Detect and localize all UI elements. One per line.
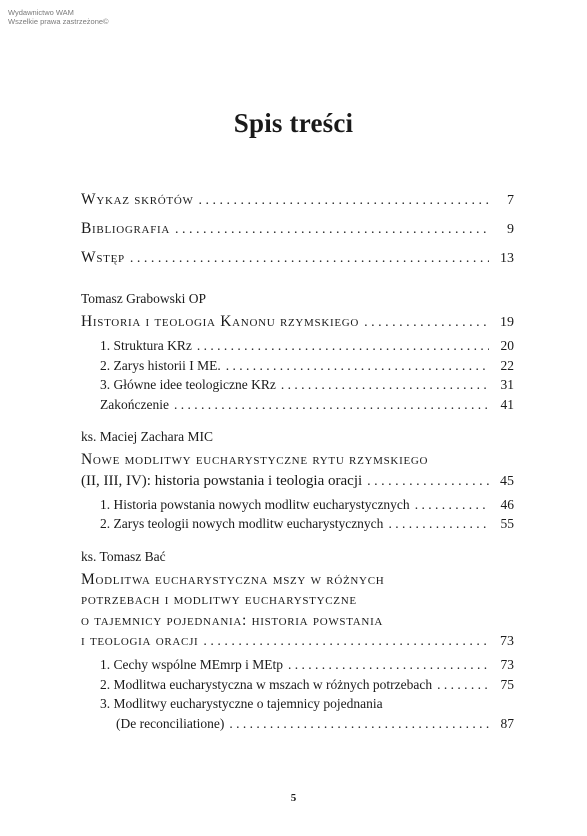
toc-entry-label: 1. Struktura KRz — [100, 338, 192, 353]
leader-dots — [415, 495, 489, 515]
toc-entry-page: 13 — [500, 251, 514, 266]
toc-entry-page: 73 — [500, 657, 514, 672]
leader-dots — [197, 336, 489, 356]
toc-entry-page: 87 — [500, 715, 514, 731]
toc-entry-label: 1. Historia powstania nowych modlitw eucharystycznych — [100, 496, 410, 512]
toc-entry-page: 45 — [500, 473, 514, 489]
toc-subentry[interactable] — [81, 495, 514, 515]
leader-dots — [130, 249, 489, 269]
watermark-publisher: Wydawnictwo WAM — [8, 8, 74, 17]
toc-entry-page: 73 — [500, 634, 514, 649]
watermark — [8, 8, 109, 26]
toc-entry-page: 9 — [507, 222, 514, 237]
heading-text: (II, III, IV): historia powstania i teologia oracji — [81, 472, 363, 489]
toc-subentry[interactable] — [81, 336, 514, 356]
toc-section-heading[interactable] — [81, 631, 514, 652]
toc-entry-page: 19 — [500, 315, 514, 330]
leader-dots — [199, 191, 489, 211]
toc-subentry[interactable] — [81, 375, 514, 395]
leader-dots — [364, 313, 489, 333]
toc-entry-label: Bibliografia — [81, 220, 171, 237]
table-of-contents — [81, 190, 514, 733]
toc-subentry[interactable] — [81, 655, 514, 675]
toc-entry-label: 1. Cechy wspólne MEmrp i MEtp — [100, 657, 283, 672]
section-author: ks. Maciej Zachara MIC — [81, 429, 213, 444]
toc-entry-label: Wykaz skrótów — [81, 191, 194, 208]
toc-subentry-first-line[interactable]: 3. Modlitwy eucharystyczne o tajemnicy pojednania — [100, 696, 383, 711]
toc-entry-page: 31 — [500, 377, 514, 392]
toc-entry-page: 46 — [500, 496, 514, 512]
toc-section-heading-line: Nowe modlitwy eucharystyczne rytu rzymskiego — [81, 451, 429, 468]
leader-dots — [226, 356, 489, 376]
section-author: Tomasz Grabowski OP — [81, 291, 207, 306]
toc-entry-introduction[interactable] — [81, 248, 514, 269]
leader-dots — [174, 395, 489, 415]
toc-entry-page: 41 — [500, 396, 514, 412]
page-number: 5 — [290, 792, 297, 804]
section-author: ks. Tomasz Bać — [81, 548, 166, 564]
page-title: Spis treści — [233, 108, 354, 138]
watermark-copyright: Wszelkie prawa zastrzeżone© — [8, 17, 109, 26]
toc-entry-label: 3. Główne idee teologiczne KRz — [100, 377, 276, 392]
toc-entry-label: 2. Zarys teologii nowych modlitw eucharystycznych — [100, 516, 384, 531]
toc-entry-page: 22 — [500, 357, 514, 373]
toc-entry-page: 7 — [507, 193, 514, 208]
leader-dots — [175, 220, 489, 240]
toc-section-heading-line: Modlitwa eucharystyczna mszy w różnych — [81, 570, 385, 588]
leader-dots — [229, 714, 489, 734]
leader-dots — [288, 655, 489, 675]
toc-subentry[interactable] — [81, 514, 514, 534]
toc-subentry[interactable] — [81, 395, 514, 415]
toc-entry-page: 75 — [500, 676, 514, 692]
toc-subentry[interactable] — [81, 675, 514, 695]
toc-section-heading-line: o tajemnicy pojednania: historia powstania — [81, 611, 384, 629]
toc-entry-bibliography[interactable] — [81, 219, 514, 240]
toc-entry-label: i teologia oracji — [81, 632, 199, 649]
toc-entry-label — [81, 471, 362, 492]
toc-subentry[interactable] — [81, 356, 514, 376]
toc-entry-page: 55 — [500, 516, 514, 531]
toc-subentry[interactable] — [81, 714, 514, 734]
toc-entry-label: 2. Zarys historii I ME. — [100, 357, 221, 373]
toc-entry-abbreviations[interactable] — [81, 190, 514, 211]
leader-dots — [203, 632, 489, 652]
toc-entry-label: Historia i teologia Kanonu rzymskiego — [81, 313, 360, 330]
leader-dots — [367, 472, 489, 492]
toc-section-heading[interactable] — [81, 471, 514, 492]
toc-entry-label: Wstęp — [81, 249, 125, 266]
leader-dots — [388, 514, 489, 534]
leader-dots — [437, 675, 489, 695]
toc-entry-page: 20 — [500, 338, 514, 353]
toc-entry-label: 2. Modlitwa eucharystyczna w mszach w różnych potrzebach — [100, 676, 433, 692]
leader-dots — [281, 375, 489, 395]
toc-section-heading[interactable] — [81, 312, 514, 333]
toc-entry-label: (De reconciliatione) — [116, 715, 225, 731]
toc-entry-label: Zakończenie — [100, 396, 169, 412]
toc-section-heading-line: potrzebach i modlitwy eucharystyczne — [81, 591, 357, 608]
